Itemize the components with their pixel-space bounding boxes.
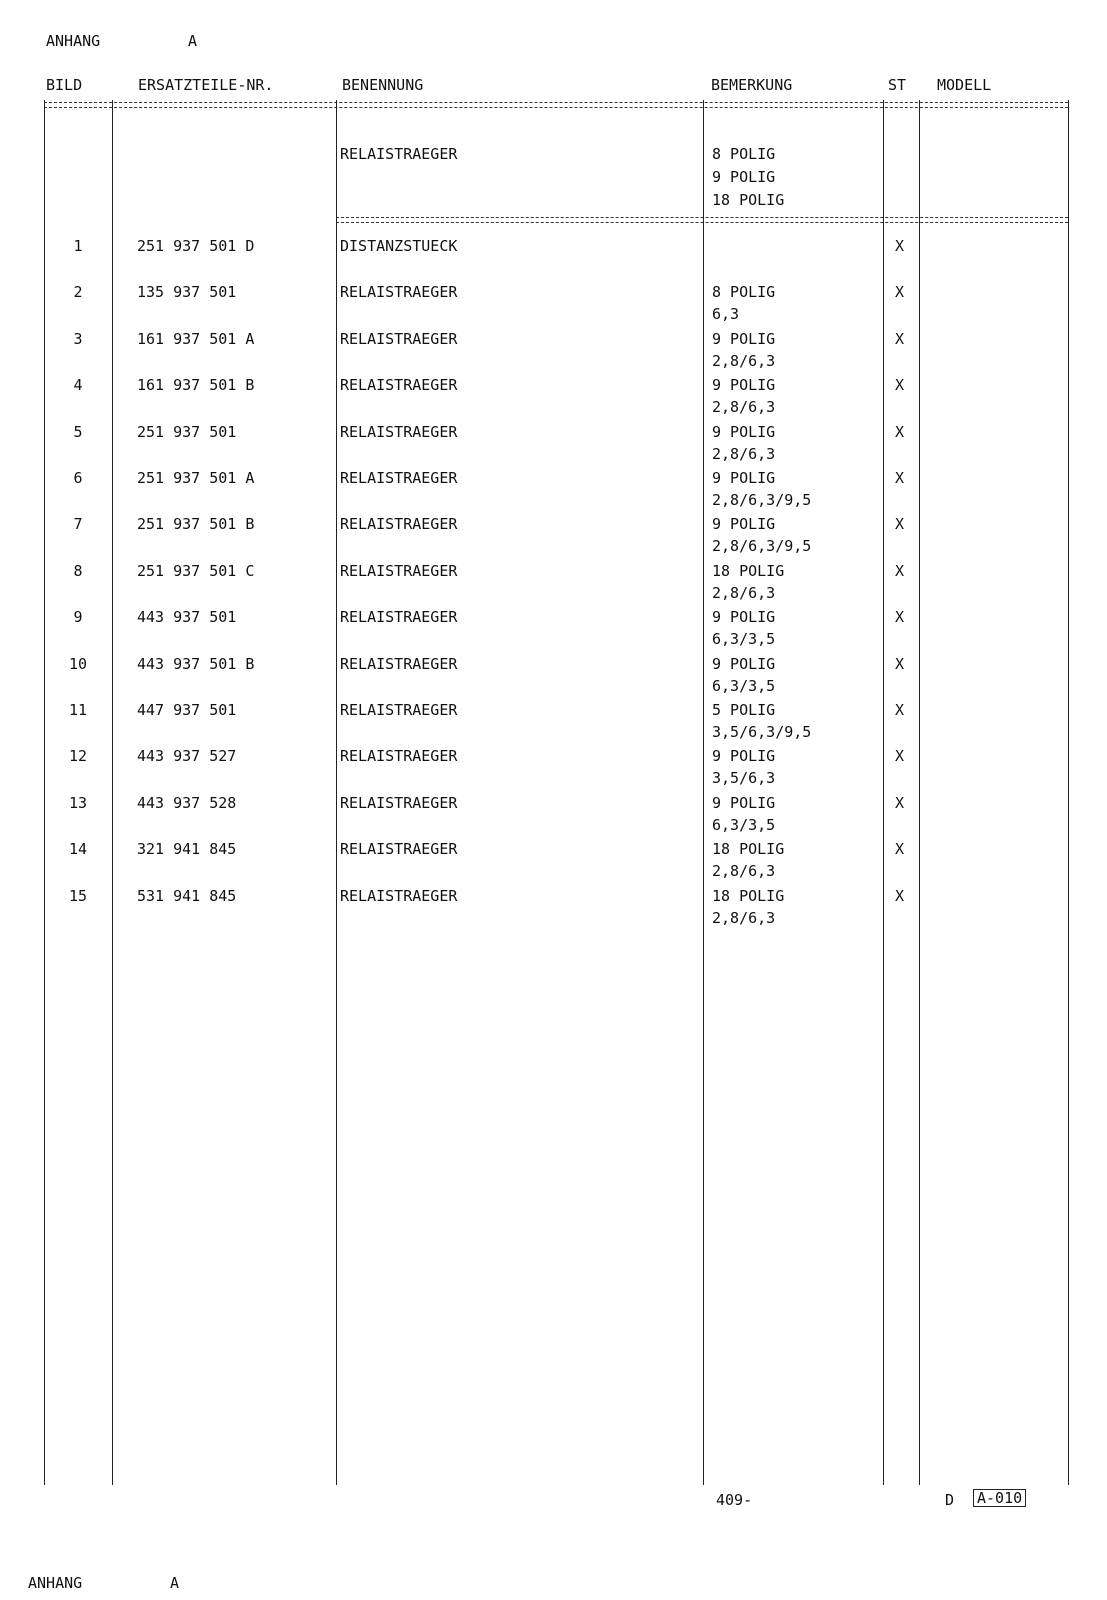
row-st-mark: X: [895, 283, 905, 302]
intro-bemerkung-1: 8 POLIG: [712, 145, 776, 163]
row-benennung: RELAISTRAEGER: [340, 515, 458, 534]
row-st-mark: X: [895, 793, 905, 812]
row-benennung: RELAISTRAEGER: [340, 608, 458, 627]
row-bemerkung-2: 3,5/6,3: [712, 769, 776, 788]
row-part-number: 443 937 528: [137, 793, 237, 812]
row-bild: 9: [73, 608, 83, 627]
row-benennung: DISTANZSTUECK: [340, 237, 458, 255]
row-bemerkung-2: 2,8/6,3: [712, 351, 776, 370]
row-benennung: RELAISTRAEGER: [340, 376, 458, 395]
column-rule-left: [44, 100, 45, 1485]
row-benennung: RELAISTRAEGER: [340, 701, 458, 719]
row-part-number: 161 937 501 B: [137, 376, 255, 395]
col-header-benennung: BENENNUNG: [342, 76, 424, 94]
row-bemerkung-1: 9 POLIG: [712, 608, 776, 627]
row-part-number: 443 937 501: [137, 608, 237, 627]
row-part-number: 251 937 501 A: [137, 469, 255, 487]
row-bemerkung-2: 2,8/6,3: [712, 583, 776, 602]
column-rule-right: [1068, 100, 1069, 1485]
column-rule-bild: [112, 100, 113, 1485]
bottom-appendix-letter: A: [170, 1574, 180, 1592]
col-header-modell: MODELL: [937, 76, 992, 94]
row-bemerkung-1: 9 POLIG: [712, 469, 776, 487]
row-benennung: RELAISTRAEGER: [340, 654, 458, 673]
footer-page-code: A-010: [973, 1489, 1026, 1507]
row-st-mark: X: [895, 422, 905, 441]
row-st-mark: X: [895, 701, 905, 719]
row-bild: 2: [73, 283, 83, 302]
row-st-mark: X: [895, 561, 905, 580]
intro-bemerkung-3: 18 POLIG: [712, 191, 785, 209]
row-benennung: RELAISTRAEGER: [340, 329, 458, 348]
row-bild: 5: [73, 422, 83, 441]
row-part-number: 447 937 501: [137, 701, 237, 719]
row-bild: 3: [73, 329, 83, 348]
row-part-number: 135 937 501: [137, 283, 237, 302]
row-bild: 7: [73, 515, 83, 534]
row-bemerkung-1: 18 POLIG: [712, 840, 785, 859]
row-benennung: RELAISTRAEGER: [340, 840, 458, 859]
section-separator: [336, 217, 1068, 223]
appendix-label: ANHANG: [46, 32, 101, 50]
row-bemerkung-1: 9 POLIG: [712, 793, 776, 812]
row-bemerkung-1: 18 POLIG: [712, 886, 785, 905]
row-part-number: 531 941 845: [137, 886, 237, 905]
row-part-number: 251 937 501 B: [137, 515, 255, 534]
row-part-number: 443 937 527: [137, 747, 237, 766]
row-benennung: RELAISTRAEGER: [340, 747, 458, 766]
row-bemerkung-1: 8 POLIG: [712, 283, 776, 302]
row-benennung: RELAISTRAEGER: [340, 283, 458, 302]
row-st-mark: X: [895, 329, 905, 348]
column-rule-st: [919, 100, 920, 1485]
row-part-number: 251 937 501 C: [137, 561, 255, 580]
row-bild: 14: [68, 840, 88, 859]
row-bemerkung-2: 6,3/3,5: [712, 815, 776, 834]
row-part-number: 321 941 845: [137, 840, 237, 859]
row-bemerkung-1: 9 POLIG: [712, 747, 776, 766]
row-st-mark: X: [895, 886, 905, 905]
row-bemerkung-2: 6,3/3,5: [712, 676, 776, 695]
col-header-bemerkung: BEMERKUNG: [711, 76, 793, 94]
row-benennung: RELAISTRAEGER: [340, 886, 458, 905]
row-bemerkung-1: 9 POLIG: [712, 329, 776, 348]
row-bemerkung-1: 9 POLIG: [712, 422, 776, 441]
row-bemerkung-1: 18 POLIG: [712, 561, 785, 580]
row-st-mark: X: [895, 515, 905, 534]
column-rule-benennung: [703, 100, 704, 1485]
row-bemerkung-2: 2,8/6,3: [712, 908, 776, 927]
column-rule-nr: [336, 100, 337, 1485]
row-bild: 8: [73, 561, 83, 580]
row-st-mark: X: [895, 654, 905, 673]
row-benennung: RELAISTRAEGER: [340, 793, 458, 812]
footer-language: D: [945, 1491, 955, 1509]
row-bild: 4: [73, 376, 83, 395]
row-bemerkung-1: 9 POLIG: [712, 376, 776, 395]
row-bild: 12: [68, 747, 88, 766]
row-part-number: 251 937 501: [137, 422, 237, 441]
row-bemerkung-2: 2,8/6,3/9,5: [712, 537, 812, 556]
row-st-mark: X: [895, 469, 905, 487]
row-st-mark: X: [895, 376, 905, 395]
row-bild: 11: [68, 701, 88, 719]
row-bild: 10: [68, 654, 88, 673]
col-header-bild: BILD: [46, 76, 83, 94]
footer-page-number: 409-: [716, 1491, 753, 1509]
row-bemerkung-2: 6,3: [712, 305, 740, 324]
intro-bemerkung-2: 9 POLIG: [712, 168, 776, 186]
row-bemerkung-2: 2,8/6,3: [712, 862, 776, 881]
row-bild: 6: [73, 469, 83, 487]
column-rule-bemerkung: [883, 100, 884, 1485]
row-bild: 15: [68, 886, 88, 905]
row-st-mark: X: [895, 747, 905, 766]
row-part-number: 161 937 501 A: [137, 329, 255, 348]
row-bemerkung-1: 9 POLIG: [712, 654, 776, 673]
row-benennung: RELAISTRAEGER: [340, 422, 458, 441]
row-bemerkung-2: 6,3/3,5: [712, 630, 776, 649]
row-bemerkung-1: 5 POLIG: [712, 701, 776, 719]
row-bemerkung-2: 3,5/6,3/9,5: [712, 723, 812, 741]
row-benennung: RELAISTRAEGER: [340, 561, 458, 580]
header-separator: [44, 102, 1068, 108]
row-part-number: 251 937 501 D: [137, 237, 255, 255]
row-bild: 1: [73, 237, 83, 255]
row-benennung: RELAISTRAEGER: [340, 469, 458, 487]
row-bemerkung-2: 2,8/6,3: [712, 398, 776, 417]
row-part-number: 443 937 501 B: [137, 654, 255, 673]
row-bemerkung-2: 2,8/6,3: [712, 444, 776, 463]
row-st-mark: X: [895, 237, 905, 255]
col-header-ersatzteile: ERSATZTEILE-NR.: [138, 76, 274, 94]
bottom-appendix-label: ANHANG: [28, 1574, 83, 1592]
col-header-st: ST: [888, 76, 907, 94]
row-bemerkung-2: 2,8/6,3/9,5: [712, 491, 812, 509]
row-bemerkung-1: 9 POLIG: [712, 515, 776, 534]
row-bild: 13: [68, 793, 88, 812]
intro-benennung: RELAISTRAEGER: [340, 145, 458, 163]
row-st-mark: X: [895, 840, 905, 859]
appendix-letter: A: [188, 32, 198, 50]
row-st-mark: X: [895, 608, 905, 627]
